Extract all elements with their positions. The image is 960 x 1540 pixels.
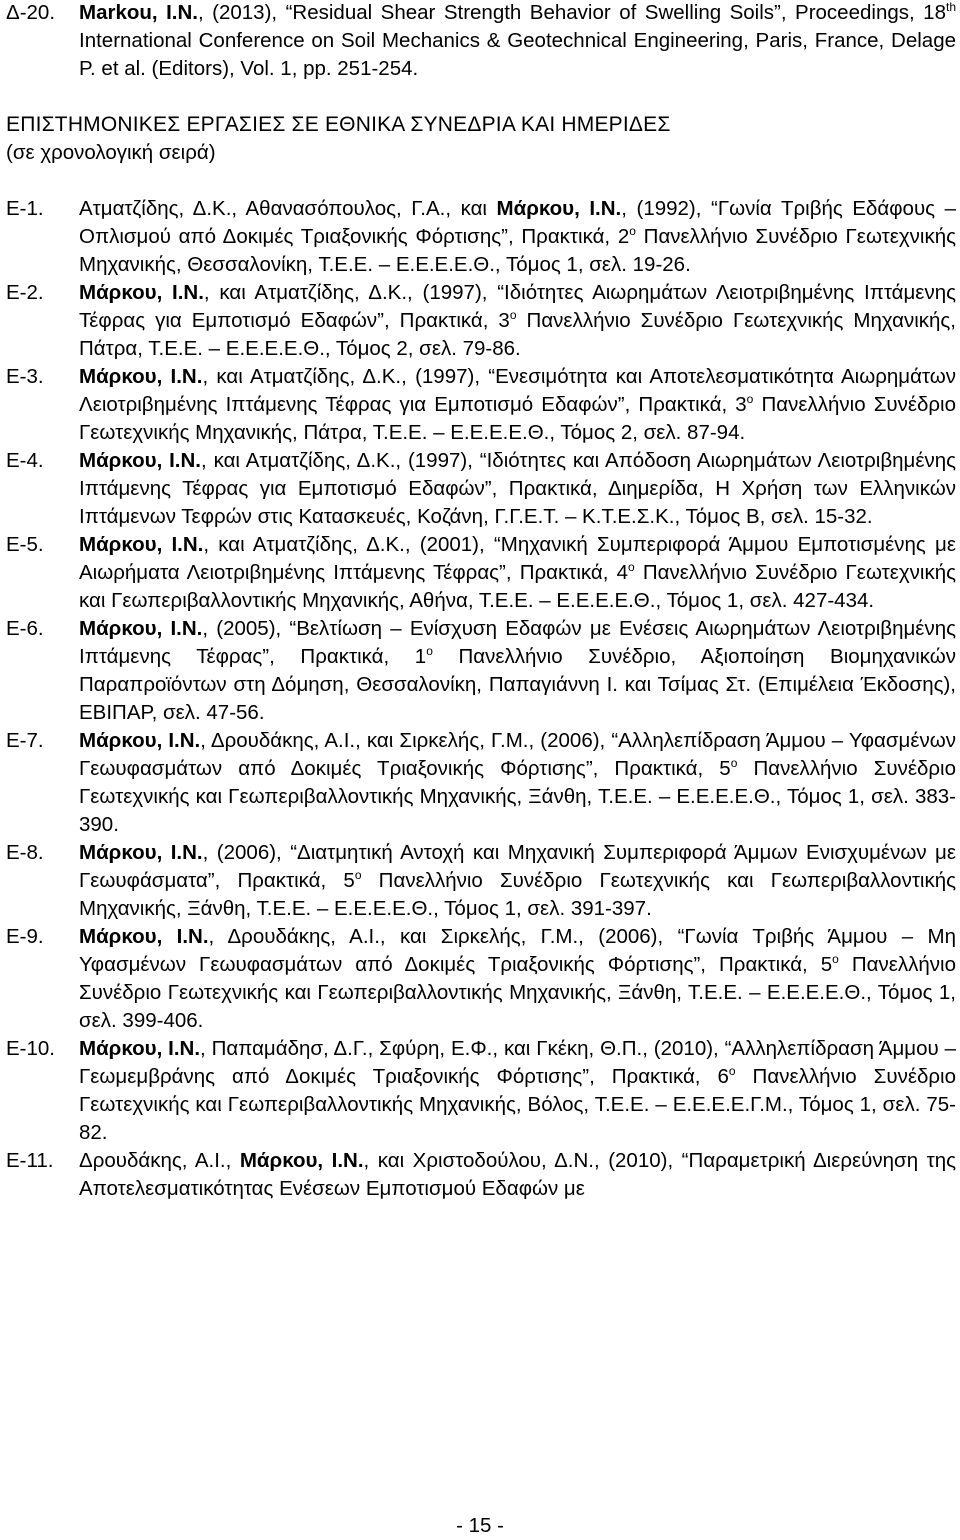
reference-entry bbox=[6, 363, 956, 447]
entry-label: Ε-10. bbox=[6, 1037, 55, 1060]
entry-author-bold: Μάρκου, Ι.Ν. bbox=[79, 1037, 201, 1060]
entry-superscript: ο bbox=[746, 392, 754, 407]
entry-author-bold: Μάρκου, Ι.Ν. bbox=[79, 617, 203, 640]
entry-body bbox=[79, 615, 956, 727]
entry-body bbox=[79, 195, 956, 279]
entry-label: Δ-20. bbox=[6, 1, 56, 24]
entry-superscript: ο bbox=[509, 308, 517, 323]
entry-text: , και Χριστοδούλου, Δ.Ν., (2010), “Παραμετρική Διερεύνηση της Αποτελεσματικότητας Ενέσεων Εμποτισμού Εδαφών με bbox=[79, 1149, 956, 1200]
entry-body bbox=[79, 531, 956, 615]
reference-entry bbox=[6, 195, 956, 279]
entry-author-bold: Μάρκου, Ι.Ν. bbox=[79, 841, 203, 864]
entry-body bbox=[79, 727, 956, 839]
entry-author-bold: Μάρκου, Ι.Ν. bbox=[79, 925, 209, 948]
entry-label: Ε-3. bbox=[6, 365, 44, 388]
entry-text: Πανελλήνιο Συνέδριο Γεωτεχνικής και Γεωπεριβαλλοντικής Μηχανικής, Ξάνθη, Τ.Ε.Ε. – Ε.Ε.Ε.Ε.Θ., Τόμος 1, σελ. 399-406. bbox=[79, 953, 956, 1032]
entry-author-bold: Μάρκου, Ι.Ν. bbox=[79, 533, 204, 556]
entry-body bbox=[79, 1147, 956, 1203]
entry-author-bold: Μάρκου, Ι.Ν. bbox=[79, 449, 202, 472]
entry-text: Πανελλήνιο Συνέδριο Γεωτεχνικής Μηχανικής, Πάτρα, Τ.Ε.Ε. – Ε.Ε.Ε.Ε.Θ., Τόμος 2, σελ. 87-94. bbox=[79, 393, 957, 444]
entry-author-bold: Μάρκου, Ι.Ν. bbox=[79, 729, 201, 752]
entry-body bbox=[79, 363, 956, 447]
entry-author-bold: Markou, I.N. bbox=[79, 1, 198, 24]
entry-text: Πανελλήνιο Συνέδριο Γεωτεχνικής και Γεωπεριβαλλοντικής Μηχανικής, Βόλος, Τ.Ε.Ε. – Ε.Ε.Ε.Ε.Γ.Μ., Τόμος 1, σελ. 75-82. bbox=[79, 1065, 956, 1144]
entry-body bbox=[79, 279, 956, 363]
entry-label: Ε-7. bbox=[6, 729, 44, 752]
reference-entry bbox=[6, 727, 956, 839]
reference-entry bbox=[6, 839, 956, 923]
entry-text: Πανελλήνιο Συνέδριο Γεωτεχνικής Μηχανικής, Πάτρα, Τ.Ε.Ε. – Ε.Ε.Ε.Ε.Θ., Τόμος 2, σελ. 79-86. bbox=[79, 309, 956, 360]
entry-text: Πανελλήνιο Συνέδριο Γεωτεχνικής Μηχανικής, Θεσσαλονίκη, Τ.Ε.Ε. – Ε.Ε.Ε.Ε.Θ., Τόμος 1, σελ. 19-26. bbox=[79, 225, 956, 276]
entry-superscript: ο bbox=[832, 952, 839, 967]
entry-text: Πανελλήνιο Συνέδριο, Αξιοποίηση Βιομηχανικών Παραπροϊόντων στη Δόμηση, Θεσσαλονίκη, Παπαγιάννη Ι. και Τσίμας Στ. (Επιμέλεια Έκδοσης), ΕΒΙΠΑΡ, σελ. 47-56. bbox=[79, 645, 957, 724]
entry-body bbox=[79, 839, 956, 923]
reference-entry bbox=[6, 615, 956, 727]
entry-superscript: ο bbox=[426, 644, 433, 659]
entry-body bbox=[79, 1035, 956, 1147]
entry-label: Ε-6. bbox=[6, 617, 44, 640]
reference-entry bbox=[6, 279, 956, 363]
entry-text: Πανελλήνιο Συνέδριο Γεωτεχνικής και Γεωπεριβαλλοντικής Μηχανικής, Ξάνθη, Τ.Ε.Ε. – Ε.Ε.Ε.Ε.Θ., Τόμος 1, σελ. 383-390. bbox=[79, 757, 957, 836]
entry-superscript: ο bbox=[730, 756, 738, 771]
entry-text: , Δρουδάκης, Α.Ι., και Σιρκελής, Γ.Μ., (2006), “Γωνία Τριβής Άμμου – Μη Υφασμένων Γεωυφασμάτων από Δοκιμές Τριαξονικής Φόρτισης”, Πρακτικά, 5 bbox=[79, 925, 956, 976]
entry-text: , και Ατματζίδης, Δ.Κ., (2001), “Μηχανική Συμπεριφορά Άμμου Εμποτισμένης με Αιωρήματα Λειοτριβημένης Ιπτάμενης Τέφρας”, Πρακτικά, 4 bbox=[79, 533, 956, 584]
entry-author-bold: Μάρκου, Ι.Ν. bbox=[79, 281, 204, 304]
entry-text: , και Ατματζίδης, Δ.Κ., (1997), “Ιδιότητες και Απόδοση Αιωρημάτων Λειοτριβημένης Ιπτάμενης Τέφρας για Εμποτισμό Εδαφών”, Πρακτικά, Διημερίδα, Η Χρήση των Ελληνικών Ιπτάμενων Τεφρών στις Κατασκευές, Κοζάνη, Γ.Γ.Ε.Τ. – Κ.Τ.Ε.Σ.Κ., Τόμος Β, σελ. 15-32. bbox=[79, 449, 956, 528]
entry-text: , (2006), “Διατμητική Αντοχή και Μηχανική Συμπεριφορά Άμμων Ενισχυμένων με Γεωυφάσματα”, Πρακτικά, 5 bbox=[79, 841, 956, 892]
entry-label: Ε-11. bbox=[6, 1149, 54, 1172]
entry-author-bold: Μάρκου, Ι.Ν. bbox=[239, 1149, 364, 1172]
page-number: - 15 - bbox=[456, 1514, 504, 1537]
entry-text: , και Ατματζίδης, Δ.Κ., (1997), “Ενεσιμότητα και Αποτελεσματικότητα Αιωρημάτων Λειοτριβημένης Ιπτάμενης Τέφρας για Εμποτισμό Εδαφών”, Πρακτικά, 3 bbox=[79, 365, 956, 416]
entry-label: Ε-4. bbox=[6, 449, 44, 472]
reference-entry-prev bbox=[6, 0, 956, 83]
reference-list bbox=[6, 195, 956, 1203]
reference-entry bbox=[6, 923, 956, 1035]
entry-label: Ε-1. bbox=[6, 197, 44, 220]
section-heading: ΕΠΙΣΤΗΜΟΝΙΚΕΣ ΕΡΓΑΣΙΕΣ ΣΕ ΕΘΝΙΚΑ ΣΥΝΕΔΡΙΑ ΚΑΙ ΗΜΕΡΙΔΕΣ bbox=[6, 113, 671, 136]
entry-pre-authors: Δρουδάκης, Α.Ι., bbox=[79, 1149, 240, 1172]
entry-label: Ε-9. bbox=[6, 925, 44, 948]
entry-text: , (1992), “Γωνία Τριβής Εδάφους – Οπλισμού από Δοκιμές Τριαξονικής Φόρτισης”, Πρακτικά, 2 bbox=[79, 197, 956, 248]
entry-text: Πανελλήνιο Συνέδριο Γεωτεχνικής και Γεωπεριβαλλοντικής Μηχανικής, Ξάνθη, Τ.Ε.Ε. – Ε.Ε.Ε.Ε.Θ., Τόμος 1, σελ. 391-397. bbox=[79, 869, 957, 920]
entry-pre-authors: Ατματζίδης, Δ.Κ., Αθανασόπουλος, Γ.Α., και bbox=[79, 197, 497, 220]
document-page bbox=[6, 0, 956, 1203]
entry-superscript: ο bbox=[629, 224, 636, 239]
section-subheading: (σε χρονολογική σειρά) bbox=[6, 141, 216, 164]
entry-superscript: ο bbox=[354, 868, 362, 883]
reference-entry bbox=[6, 447, 956, 531]
entry-author-bold: Μάρκου, Ι.Ν. bbox=[79, 365, 203, 388]
entry-text: Πανελλήνιο Συνέδριο Γεωτεχνικής και Γεωπεριβαλλοντικής Μηχανικής, Αθήνα, Τ.Ε.Ε. – Ε.Ε.Ε.Ε.Θ., Τόμος 1, σελ. 427-434. bbox=[79, 561, 956, 612]
entry-text: , Δρουδάκης, Α.Ι., και Σιρκελής, Γ.Μ., (2006), “Αλληλεπίδραση Άμμου – Υφασμένων Γεωυφασμάτων από Δοκιμές Τριαξονικής Φόρτισης”, Πρακτικά, 5 bbox=[79, 729, 956, 780]
entry-text: , (2005), “Βελτίωση – Ενίσχυση Εδαφών με Ενέσεις Αιωρημάτων Λειοτριβημένης Ιπτάμενης Τέφρας”, Πρακτικά, 1 bbox=[79, 617, 956, 668]
entry-text: , (2013), “Residual Shear Strength Behavior of Swelling Soils”, Proceedings, 18 bbox=[197, 1, 946, 24]
entry-body bbox=[79, 447, 956, 531]
entry-label: Ε-5. bbox=[6, 533, 44, 556]
entry-superscript: ο bbox=[628, 560, 635, 575]
entry-body bbox=[79, 0, 956, 83]
reference-entry bbox=[6, 1035, 956, 1147]
reference-entry bbox=[6, 531, 956, 615]
entry-body bbox=[79, 923, 956, 1035]
entry-label: Ε-2. bbox=[6, 281, 44, 304]
entry-superscript: th bbox=[945, 0, 956, 15]
entry-text: , Παπαμάδησ, Δ.Γ., Σφύρη, Ε.Φ., και Γκέκη, Θ.Π., (2010), “Αλληλεπίδραση Άμμου – Γεωμεμβράνης από Δοκιμές Τριαξονικής Φόρτισης”, Πρακτικά, 6 bbox=[79, 1037, 956, 1088]
entry-text: International Conference on Soil Mechanics & Geotechnical Engineering, Paris, France, Delage P. et al. (Editors), Vol. 1, pp. 251-254. bbox=[79, 29, 956, 80]
reference-entry bbox=[6, 1147, 956, 1203]
entry-author-bold: Μάρκου, Ι.Ν. bbox=[496, 197, 622, 220]
entry-text: , και Ατματζίδης, Δ.Κ., (1997), “Ιδιότητες Αιωρημάτων Λειοτριβημένης Ιπτάμενης Τέφρας για Εμποτισμό Εδαφών”, Πρακτικά, 3 bbox=[79, 281, 956, 332]
entry-label: Ε-8. bbox=[6, 841, 44, 864]
entry-superscript: ο bbox=[728, 1064, 736, 1079]
